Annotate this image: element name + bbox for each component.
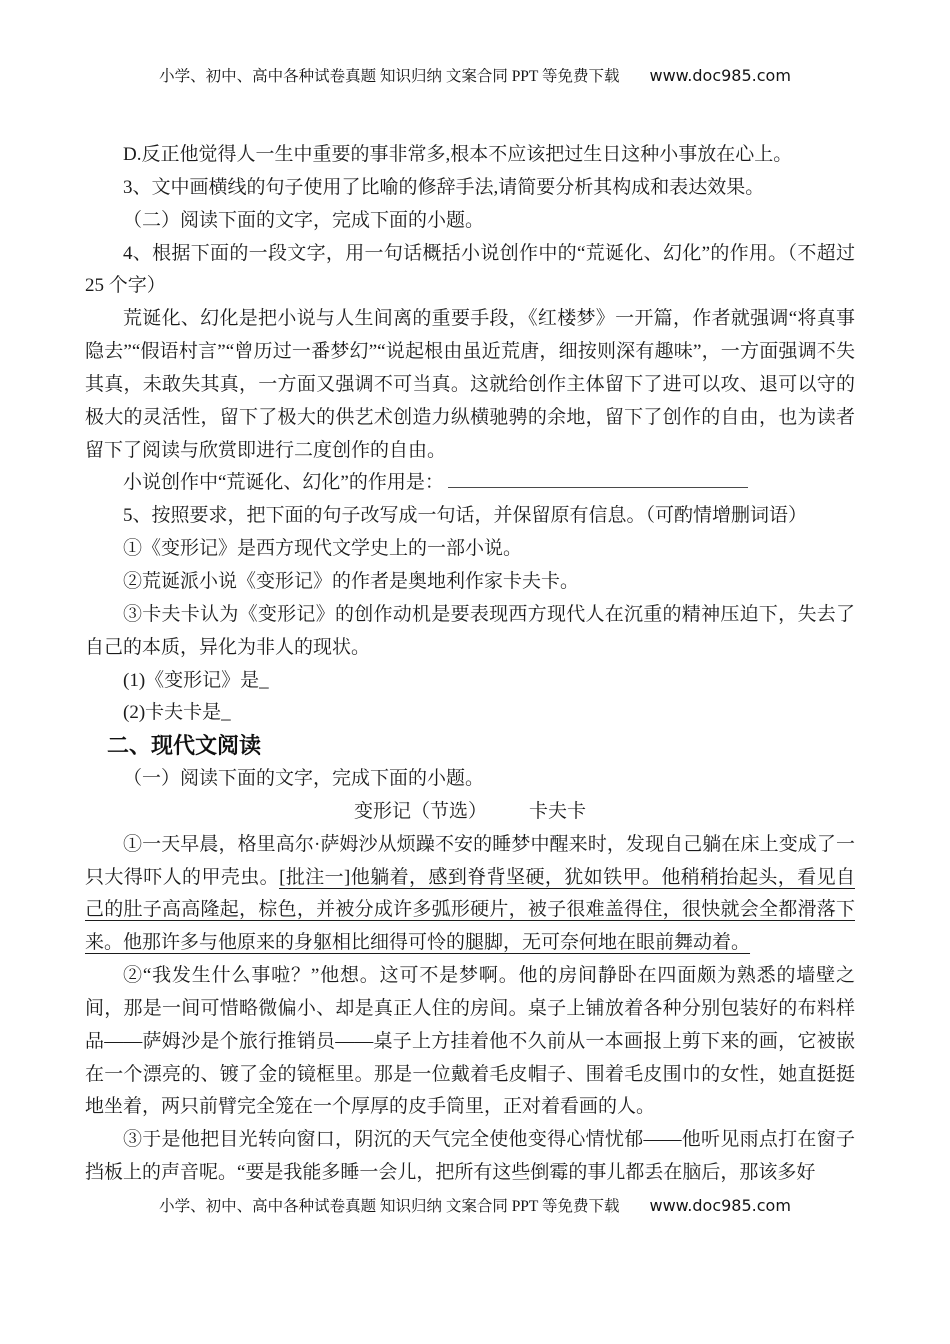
question-4-answer-line [85,467,855,500]
excerpt-title-line [85,796,855,829]
footer-site-url: www.doc985.com [649,1196,791,1215]
question-4-answer-label: 小说创作中“荒诞化、幻化”的作用是： [123,472,444,494]
page-footer [0,1194,950,1216]
section-heading-modern-reading: 二、现代文阅读 [107,733,262,759]
footer-promo-text: 小学、初中、高中各种试卷真题 知识归纳 文案合同 PPT 等免费下载 [159,1198,620,1215]
question-5: 5、按照要求，把下面的句子改写成一句话，并保留原有信息。（可酌情增删词语） [123,505,808,527]
question-4-passage: 荒诞化、幻化是把小说与人生间离的重要手段，《红楼梦》一开篇，作者就强调“将真事隐去”“假语村言”“曾历过一番梦幻”“说起根由虽近荒唐，细按则深有趣味”，一方面强调不失其真，未敢失其真，一方面又强调不可当真。这就给创作主体留下了进可以攻、退可以守的极大的灵活性，留下了极大的供艺术创造力纵横驰骋的余地，留下了创作的自由，也为读者留下了阅读与欣赏即进行二度创作的自由。 [85,308,855,461]
document-body [85,139,855,1190]
answer-blank-line [448,487,748,488]
q5-answer-2: (2)卡夫卡是_ [123,702,231,724]
header-promo-text: 小学、初中、高中各种试卷真题 知识归纳 文案合同 PPT 等免费下载 [159,68,620,85]
part-2-intro: （二）阅读下面的文字，完成下面的小题。 [123,209,485,231]
excerpt-paragraph-2: ②“我发生什么事啦？”他想。这可不是梦啊。他的房间静卧在四面颇为熟悉的墙壁之间，那是一间可惜略微偏小、却是真正人住的房间。桌子上铺放着各种分别包装好的布料样品——萨姆沙是个旅行推销员——桌子上方挂着他不久前从一本画报上剪下来的画，它被嵌在一个漂亮的、镀了金的镜框里。那是一位戴着毛皮帽子、围着毛皮围巾的女性，她直挺挺地坐着，两只前臂完全笼在一个厚厚的皮手筒里，正对着看画的人。 [85,965,855,1118]
question-3: 3、文中画横线的句子使用了比喻的修辞手法,请简要分析其构成和表达效果。 [123,176,765,198]
q5-sentence-3: ③卡夫卡认为《变形记》的创作动机是要表现西方现代人在沉重的精神压迫下，失去了自己的本质，异化为非人的现状。 [85,603,855,658]
excerpt-paragraph-3: ③于是他把目光转向窗口，阴沉的天气完全使他变得心情忧郁——他听见雨点打在窗子挡板上的声音呢。“要是我能多睡一会儿，把所有这些倒霉的事儿都丢在脑后，那该多好 [85,1129,855,1184]
question-4: 4、根据下面的一段文字，用一句话概括小说创作中的“荒诞化、幻化”的作用。（不超过 25 个字） [85,242,855,297]
q5-sentence-2: ②荒诞派小说《变形记》的作者是奥地利作家卡夫卡。 [123,570,580,592]
excerpt-paragraph-1 [85,829,855,960]
page-header [0,64,950,86]
excerpt-title: 变形记（节选） [353,800,487,822]
part-1-intro: （一）阅读下面的文字，完成下面的小题。 [123,768,485,790]
q5-answer-1: (1)《变形记》是_ [123,669,269,691]
excerpt-annotation-underlined-text: [批注一]他躺着，感到脊背坚硬，犹如铁甲。他稍稍抬起头，看见自己的肚子高高隆起，棕色，并被分成许多弧形硬片，被子很难盖得住，很快就会全都滑落下来。他那许多与他原来的身躯相比细得可怜的腿脚，无可奈何地在眼前舞动着。 [85,866,855,954]
header-site-url: www.doc985.com [649,66,791,85]
excerpt-paragraph-1-lead: ①一天早晨，格里高尔·萨姆沙从烦躁不安的睡梦中醒来时，发现自己躺在床上变成了一只大得吓人的甲壳虫。 [85,833,855,888]
option-d: D.反正他觉得人一生中重要的事非常多,根本不应该把过生日这种小事放在心上。 [123,144,793,165]
excerpt-author: 卡夫卡 [529,800,587,822]
q5-sentence-1: ①《变形记》是西方现代文学史上的一部小说。 [123,538,523,560]
